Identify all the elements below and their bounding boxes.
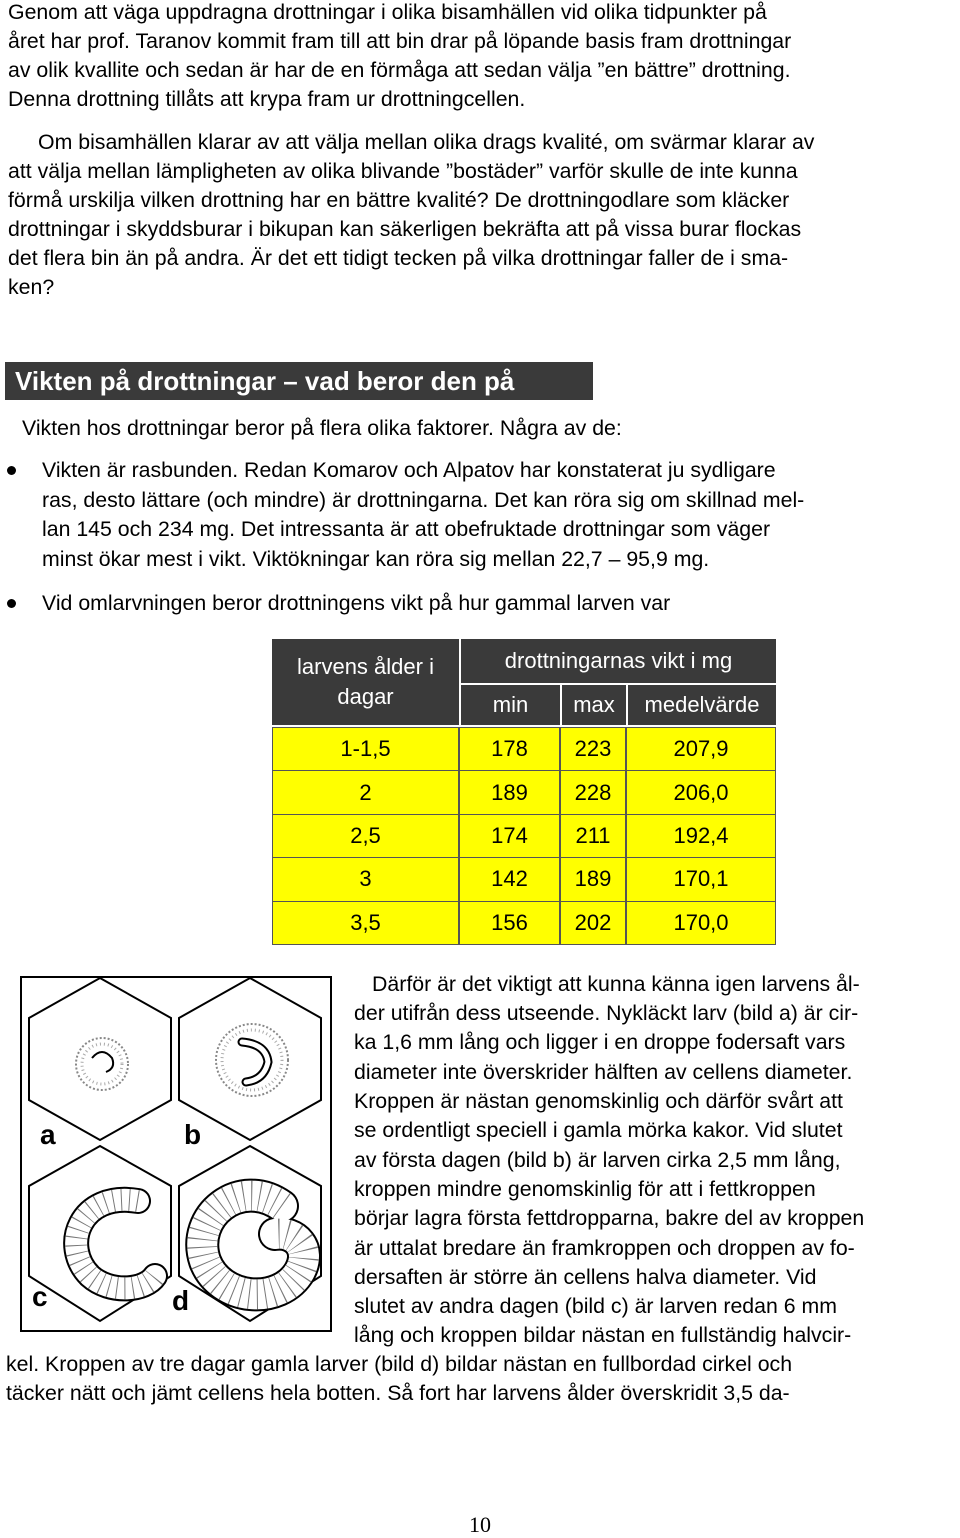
table-cell: 1-1,5 <box>272 727 459 771</box>
table-cell: 189 <box>560 857 626 901</box>
text-line: ras, desto lättare (och mindre) är drottningarna. Det kan röra sig om skillnad mel- <box>42 488 805 512</box>
table-cell: 174 <box>459 814 560 858</box>
text-line: året har prof. Taranov kommit fram till att bin drar på löpande basis fram drottningar <box>8 29 792 53</box>
section-heading <box>5 362 593 400</box>
section-heading-text: Vikten på drottningar – vad beror den på <box>15 366 515 396</box>
max-header: max <box>562 685 626 725</box>
age-column-header: larvens ålder i dagar <box>272 639 459 725</box>
text-line: Därför är det viktigt att kunna känna igen larvens ål- <box>372 972 860 996</box>
table-cell: 207,9 <box>626 727 776 771</box>
text-line: Denna drottning tillåts att krypa fram ur drottningcellen. <box>8 87 526 111</box>
text-line: se ordentligt speciell i gamla mörka kakor. Vid slutet <box>354 1118 843 1142</box>
bullet-icon <box>7 599 16 608</box>
text-line: av olik kvallite och sedan är har de en förmåga att sedan välja ”en bättre” drottning. <box>8 58 791 82</box>
text-line: ken? <box>8 275 55 299</box>
table-cell: 192,4 <box>626 814 776 858</box>
text-line: att välja mellan lämpligheten av olika blivande ”bostäder” varför skulle de inte kunna <box>8 159 798 183</box>
text-line: Kroppen är nästan genomskinlig och därför svårt att <box>354 1089 843 1113</box>
text-line: der utifrån dess utseende. Nykläckt larv (bild a) är cir- <box>354 1001 859 1025</box>
text-line: är uttalat bredare än framkroppen och droppen av fo- <box>354 1236 855 1260</box>
text-line: kel. Kroppen av tre dagar gamla larver (bild d) bildar nästan en fullbordad cirkel och <box>6 1352 793 1376</box>
table-cell: 170,1 <box>626 857 776 901</box>
text-line: slutet av andra dagen (bild c) är larven redan 6 mm <box>354 1294 837 1318</box>
label-b: b <box>184 1119 202 1150</box>
intro-line: Vikten hos drottningar beror på flera olika faktorer. Några av de: <box>22 416 622 440</box>
table-cell: 2 <box>272 770 459 814</box>
text-line: Vid omlarvningen beror drottningens vikt på hur gammal larven var <box>42 591 671 615</box>
text-line: minst ökar mest i vikt. Viktökningar kan röra sig mellan 22,7 – 95,9 mg. <box>42 547 710 571</box>
table-cell: 223 <box>560 727 626 771</box>
table-cell: 156 <box>459 901 560 945</box>
larva-cells-illustration <box>20 976 332 1332</box>
text-line: Om bisamhällen klarar av att välja mellan olika drags kvalité, om svärmar klarar av <box>38 130 815 154</box>
weight-column-header: drottningarnas vikt i mg <box>461 639 776 683</box>
table-cell: 142 <box>459 857 560 901</box>
table-cell: 3 <box>272 857 459 901</box>
larva-a-illustration <box>76 1038 128 1090</box>
page-number: 10 <box>469 1512 491 1537</box>
table-cell: 189 <box>459 770 560 814</box>
table-cell: 3,5 <box>272 901 459 945</box>
table-cell: 170,0 <box>626 901 776 945</box>
text-line: Vikten är rasbunden. Redan Komarov och Alpatov har konstaterat ju sydligare <box>42 458 776 482</box>
text-line: ka 1,6 mm lång och ligger i en droppe fodersaft vars <box>354 1030 846 1054</box>
text-line: täcker nätt och jämt cellens hela botten. Så fort har larvens ålder överskridit 3,5 da- <box>6 1381 790 1405</box>
table-cell: 178 <box>459 727 560 771</box>
text-line: Genom att väga uppdragna drottningar i olika bisamhällen vid olika tidpunkter på <box>8 0 767 24</box>
table-cell: 2,5 <box>272 814 459 858</box>
text-line: börjar lagra första fettdropparna, bakre del av kroppen <box>354 1206 865 1230</box>
table-cell: 228 <box>560 770 626 814</box>
text-line: diameter inte överskrider hälften av cellens diameter. <box>354 1060 853 1084</box>
table-cell: 206,0 <box>626 770 776 814</box>
text-line: förmå urskilja vilken drottning har en bättre kvalité? De drottningodlare som kläcker <box>8 188 790 212</box>
larva-figure <box>20 976 332 1332</box>
text-line: kroppen mindre genomskinlig för att i fettkroppen <box>354 1177 816 1201</box>
bullet-icon <box>7 466 16 475</box>
min-header: min <box>461 685 560 725</box>
label-a: a <box>40 1119 56 1150</box>
table-cell: 202 <box>560 901 626 945</box>
text-line: dersaften är större än cellens halva diameter. Vid <box>354 1265 817 1289</box>
larva-weight-table <box>272 639 776 944</box>
text-line: drottningar i skyddsburar i bikupan kan säkerligen bekräfta att på vissa burar flockas <box>8 217 802 241</box>
text-line: lång och kroppen bildar nästan en fullständig halvcir- <box>354 1323 852 1347</box>
label-d: d <box>172 1285 190 1316</box>
label-c: c <box>32 1281 48 1312</box>
table-cell: 211 <box>560 814 626 858</box>
text-line: av första dagen (bild b) är larven cirka 2,5 mm lång, <box>354 1148 841 1172</box>
mean-header: medelvärde <box>628 685 776 725</box>
text-line: lan 145 och 234 mg. Det intressanta är att obefruktade drottningar som väger <box>42 517 771 541</box>
larva-b-illustration <box>216 1024 288 1096</box>
text-line: det flera bin än på andra. Är det ett tidigt tecken på vilka drottningar faller de i sma- <box>8 246 789 270</box>
